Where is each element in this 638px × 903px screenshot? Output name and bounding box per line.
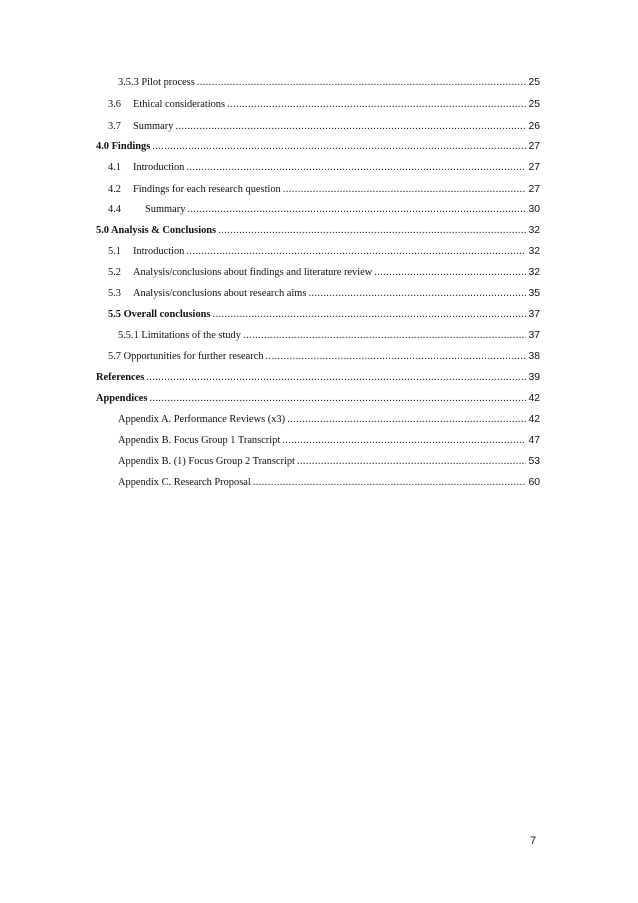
toc-entry[interactable] (108, 203, 540, 217)
toc-entry-page: 27 (528, 141, 540, 152)
toc-entry[interactable] (96, 392, 540, 406)
toc-entry-label: Appendix A. Performance Reviews (x3) (118, 414, 286, 425)
toc-entry-label: 5.0 Analysis & Conclusions (96, 225, 217, 236)
toc-entry-label: References (96, 372, 145, 383)
toc-entry-label: 3.7 Summary (108, 121, 174, 132)
toc-entry[interactable] (108, 350, 540, 364)
dot-leader (212, 308, 526, 322)
toc-entry-page: 32 (528, 267, 540, 278)
toc-entry-label: Appendix B. Focus Group 1 Transcript (118, 435, 281, 446)
toc-entry[interactable] (118, 455, 540, 469)
toc-entry[interactable] (108, 161, 540, 175)
toc-entry[interactable] (108, 245, 540, 259)
dot-leader (266, 350, 527, 364)
dot-leader (374, 266, 526, 280)
toc-entry[interactable] (96, 140, 540, 154)
toc-entry-label: 5.5.1 Limitations of the study (118, 330, 241, 341)
toc-entry-page: 27 (528, 184, 540, 195)
toc-entry-label: 5.5 Overall conclusions (108, 309, 211, 320)
toc-entry-page: 35 (528, 288, 540, 299)
toc-entry-label: 5.3 Analysis/conclusions about research aims (108, 288, 307, 299)
toc-entry[interactable] (108, 120, 540, 134)
dot-leader (282, 434, 526, 448)
toc-entry-label: Appendices (96, 393, 148, 404)
toc-entry-page: 60 (528, 477, 540, 488)
dot-leader (243, 329, 526, 343)
toc-entry-page: 32 (528, 225, 540, 236)
toc-entry[interactable] (108, 183, 540, 197)
dot-leader (187, 203, 526, 217)
toc-entry-page: 30 (528, 204, 540, 215)
toc-entry[interactable] (118, 329, 540, 343)
toc-entry-page: 25 (528, 77, 540, 88)
toc-entry[interactable] (96, 371, 540, 385)
toc-entry-label: Appendix B. (1) Focus Group 2 Transcript (118, 456, 295, 467)
toc-entry-page: 47 (528, 435, 540, 446)
toc-entry-label: 5.7 Opportunities for further research (108, 351, 264, 362)
toc-entry-label: 5.1 Introduction (108, 246, 185, 257)
dot-leader (146, 371, 526, 385)
toc-entry-page: 27 (528, 162, 540, 173)
dot-leader (253, 476, 527, 490)
toc-entry-page: 26 (528, 121, 540, 132)
toc-entry-label: Appendix C. Research Proposal (118, 477, 251, 488)
toc-entry[interactable] (118, 76, 540, 90)
toc-entry[interactable] (108, 308, 540, 322)
toc-entry-label: 3.6 Ethical considerations (108, 99, 226, 110)
dot-leader (197, 76, 527, 90)
toc-entry-label: 4.2 Findings for each research question (108, 184, 281, 195)
dot-leader (283, 183, 527, 197)
toc-entry[interactable] (108, 98, 540, 112)
toc-entry[interactable] (118, 434, 540, 448)
dot-leader (227, 98, 526, 112)
toc-entry-page: 37 (528, 309, 540, 320)
toc-entry-page: 25 (528, 99, 540, 110)
toc-entry-page: 42 (528, 414, 540, 425)
dot-leader (218, 224, 526, 238)
toc-entry-page: 32 (528, 246, 540, 257)
toc-entry[interactable] (108, 287, 540, 301)
toc-entry-label: 3.5.3 Pilot process (118, 77, 195, 88)
page-number: 7 (530, 835, 537, 847)
toc-entry-label: 4.0 Findings (96, 141, 151, 152)
dot-leader (308, 287, 526, 301)
toc-entry-label: 4.4 Summary (108, 204, 186, 215)
dot-leader (297, 455, 527, 469)
toc-entry-page: 42 (528, 393, 540, 404)
toc-entry-label: 4.1 Introduction (108, 162, 185, 173)
dot-leader (149, 392, 526, 406)
dot-leader (186, 245, 526, 259)
dot-leader (186, 161, 526, 175)
dot-leader (287, 413, 526, 427)
toc-entry[interactable] (108, 266, 540, 280)
dot-leader (175, 120, 526, 134)
toc-entry-label: 5.2 Analysis/conclusions about findings and literature review (108, 267, 373, 278)
dot-leader (152, 140, 526, 154)
toc-entry-page: 38 (528, 351, 540, 362)
toc-entry-page: 37 (528, 330, 540, 341)
toc-entry-page: 39 (528, 372, 540, 383)
toc-entry-page: 53 (528, 456, 540, 467)
toc-entry[interactable] (118, 476, 540, 490)
toc-entry[interactable] (118, 413, 540, 427)
toc-entry[interactable] (96, 224, 540, 238)
